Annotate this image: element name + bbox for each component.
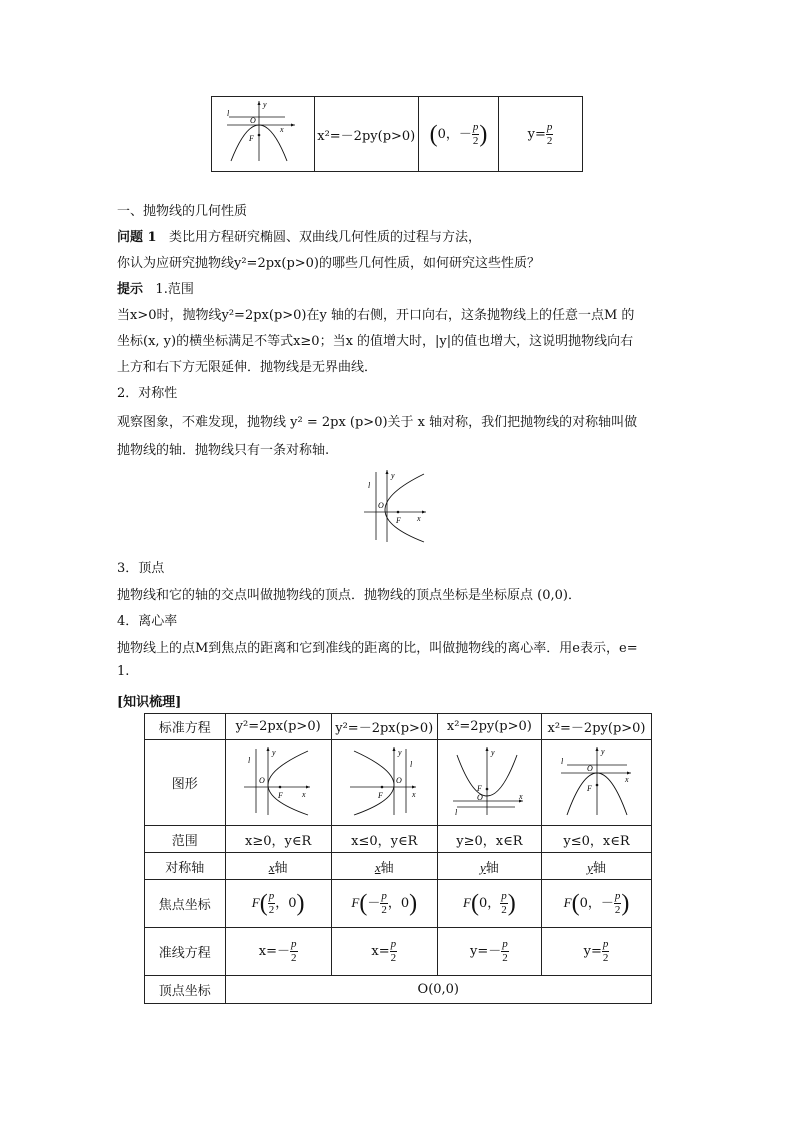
- hint-line: 提示 1.范围: [117, 282, 194, 297]
- top-table-equation: x²=－2py(p>0): [314, 97, 418, 172]
- label-o: O: [378, 501, 384, 510]
- label-l: l: [248, 755, 251, 765]
- label-o: O: [249, 116, 256, 125]
- label-l: l: [455, 807, 458, 817]
- graph-cell: [225, 740, 331, 826]
- label-f: F: [248, 134, 254, 143]
- properties-table: [144, 713, 652, 1004]
- axis-cell: x轴: [331, 853, 437, 880]
- label-x: x: [519, 791, 523, 801]
- range-cell: x≥0，y∈R: [225, 826, 331, 853]
- graph-down-open: [557, 745, 637, 817]
- section-heading: 一、抛物线的几何性质: [117, 204, 248, 219]
- directrix-cell: y=－ $\frac{p}{2}$: [437, 928, 541, 976]
- focus-cell: F(0， $\frac{p}{2}$ ): [437, 880, 541, 928]
- top-table-graph-cell: [212, 97, 315, 172]
- directrix-cell: y= $\frac{p}{2}$: [542, 928, 652, 976]
- eccentricity-line2: 1.: [117, 664, 130, 679]
- question-line2: 你认为应研究抛物线y²=2px(p>0)的哪些几何性质，如何研究这些性质？: [117, 256, 541, 271]
- label-y: y: [391, 471, 395, 480]
- label-f: F: [586, 783, 592, 793]
- label-y: y: [262, 100, 267, 109]
- hint-label: 提示: [117, 282, 144, 297]
- equation-cell: y²=2px(p>0): [225, 714, 331, 740]
- focus-cell: F(－ $\frac{p}{2}$ ，0): [331, 880, 437, 928]
- directrix-cell: x=－ $\frac{p}{2}$: [225, 928, 331, 976]
- label-o: O: [396, 775, 403, 785]
- axis-cell: x轴: [225, 853, 331, 880]
- focus-cell: F( $\frac{p}{2}$ ，0): [225, 880, 331, 928]
- label-l: l: [560, 756, 563, 766]
- range-cell: y≤0，x∈R: [542, 826, 652, 853]
- row-label: 标准方程: [145, 714, 226, 740]
- focus-cell: F(0，－ $\frac{p}{2}$ ): [542, 880, 652, 928]
- graph-cell: [331, 740, 437, 826]
- top-table-directrix: y= $\frac{p}{2}$: [499, 97, 583, 172]
- label-o: O: [477, 792, 484, 802]
- equation-cell: x²=－2py(p>0): [542, 714, 652, 740]
- equation-cell: x²=2py(p>0): [437, 714, 541, 740]
- label-x: x: [412, 789, 416, 799]
- graph-cell: [542, 740, 652, 826]
- label-y: y: [398, 747, 402, 757]
- label-y: y: [491, 747, 495, 757]
- row-label: 顶点坐标: [145, 976, 226, 1004]
- vertex-line1: 抛物线和它的轴的交点叫做抛物线的顶点．抛物线的顶点坐标是坐标原点 (0,0)．: [117, 588, 581, 603]
- label-x: x: [279, 125, 284, 134]
- graph-right-open: [240, 745, 316, 817]
- equation-cell: y²=－2px(p>0): [331, 714, 437, 740]
- vertex-value: O(0,0): [225, 976, 651, 1004]
- symmetry-line2: 抛物线的轴．抛物线只有一条对称轴.: [117, 443, 330, 458]
- label-l: l: [368, 481, 371, 490]
- row-label: 范围: [145, 826, 226, 853]
- label-x: x: [302, 789, 306, 799]
- symmetry-heading: 2．对称性: [117, 386, 178, 401]
- parabola-down-graph: [223, 99, 303, 165]
- question-line1: 问题 1 类比用方程研究椭圆、双曲线几何性质的过程与方法，: [117, 230, 481, 245]
- label-x: x: [624, 774, 629, 784]
- range-line2: 坐标(x, y)的横坐标满足不等式x≥0；当x 的值增大时，|y|的值也增大，这说明抛物线向右: [117, 334, 634, 349]
- top-table-focus: (0，－ $\frac{p}{2}$ ): [418, 97, 498, 172]
- range-cell: y≥0，x∈R: [437, 826, 541, 853]
- label-l: l: [226, 109, 230, 118]
- label-y: y: [272, 747, 276, 757]
- label-f: F: [477, 783, 483, 793]
- label-y: y: [600, 746, 605, 756]
- row-label: 准线方程: [145, 928, 226, 976]
- axis-cell: y轴: [437, 853, 541, 880]
- row-label: 图形: [145, 740, 226, 826]
- parabola-right-graph: [362, 468, 430, 544]
- label-f: F: [378, 790, 384, 800]
- range-line3: 上方和右下方无限延伸．抛物线是无界曲线．: [117, 360, 378, 375]
- directrix-cell: x= $\frac{p}{2}$: [331, 928, 437, 976]
- graph-up-open: [449, 745, 529, 817]
- label-o: O: [259, 775, 265, 785]
- range-line1: 当x>0时，抛物线y²=2px(p>0)在y 轴的右侧，开口向右，这条抛物线上的任意一点M 的: [117, 308, 635, 323]
- vertex-heading: 3．顶点: [117, 561, 165, 576]
- question-label: 问题 1: [117, 230, 157, 245]
- eccentricity-line1: 抛物线上的点M到焦点的距离和它到准线的距离的比，叫做抛物线的离心率．用e表示，e=: [117, 641, 638, 656]
- range-cell: x≤0，y∈R: [331, 826, 437, 853]
- label-x: x: [417, 514, 421, 523]
- knowledge-heading: [知识梳理]: [117, 695, 182, 710]
- graph-cell: [437, 740, 541, 826]
- graph-left-open: [346, 745, 422, 817]
- label-l: l: [410, 759, 413, 769]
- top-table: [211, 96, 583, 172]
- row-label: 对称轴: [145, 853, 226, 880]
- symmetry-line1: 观察图象，不难发现，抛物线 y² = 2px (p>0)关于 x 轴对称，我们把抛物线的对称轴叫做: [117, 415, 638, 430]
- label-f: F: [278, 790, 284, 800]
- label-f: F: [396, 516, 401, 525]
- eccentricity-heading: 4．离心率: [117, 614, 178, 629]
- axis-cell: y轴: [542, 853, 652, 880]
- row-label: 焦点坐标: [145, 880, 226, 928]
- label-o: O: [586, 763, 593, 773]
